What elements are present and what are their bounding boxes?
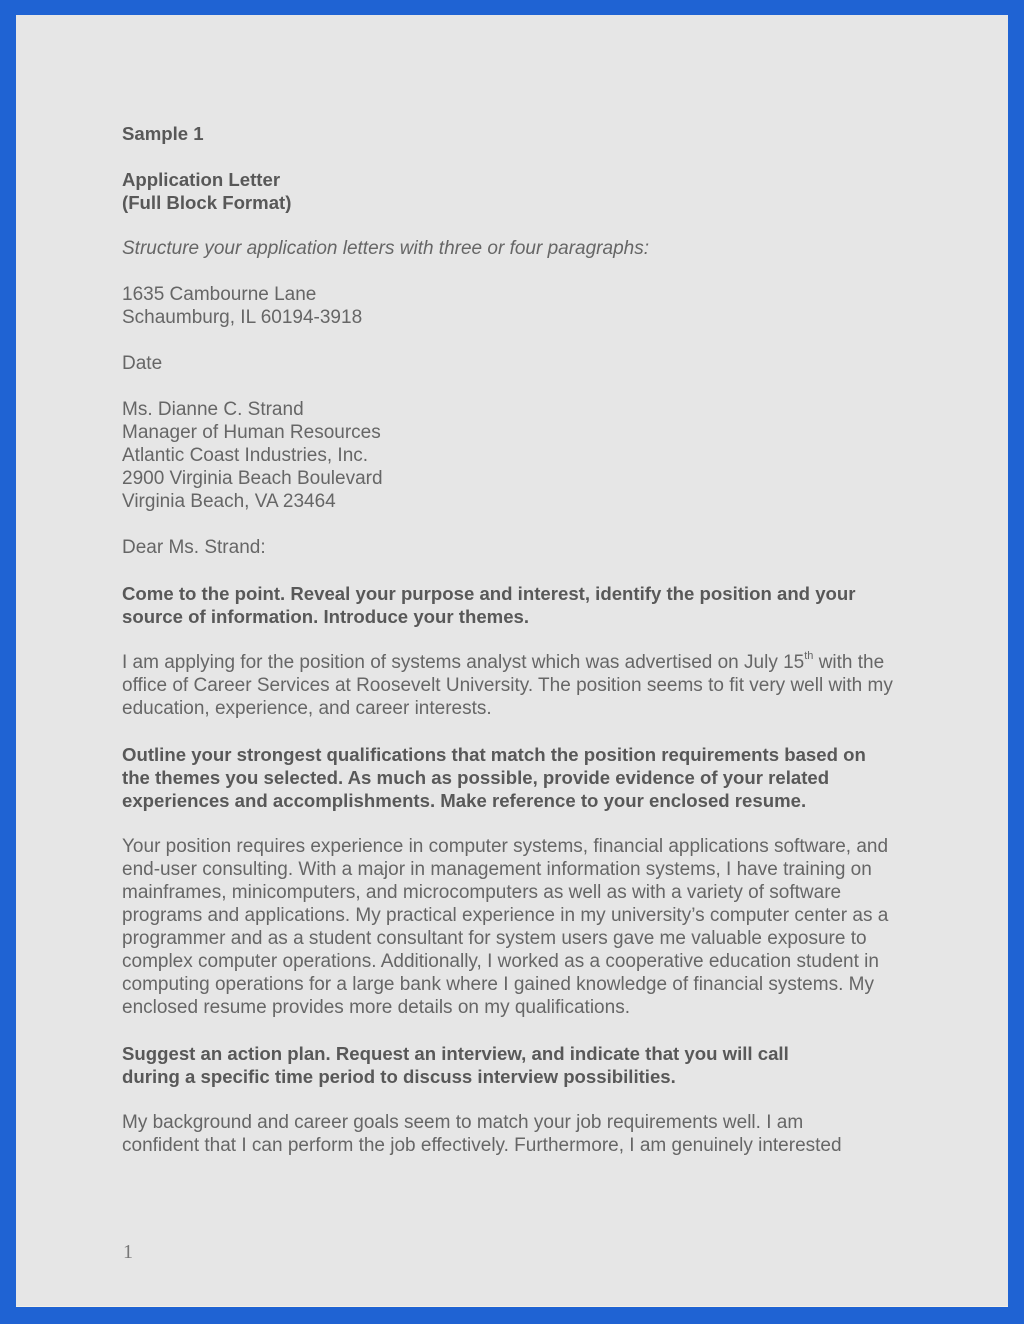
recipient-line: 2900 Virginia Beach Boulevard bbox=[122, 468, 383, 489]
paragraph-line: mainframes, minicomputers, and microcomputers as well as with a variety of software bbox=[122, 882, 842, 903]
tip-line: the themes you selected. As much as possible, provide evidence of your related bbox=[122, 767, 830, 788]
recipient-line: Atlantic Coast Industries, Inc. bbox=[122, 445, 369, 466]
letter-body bbox=[122, 122, 1002, 1157]
tip-line: during a specific time period to discuss interview possibilities. bbox=[122, 1066, 676, 1087]
recipient-line: Ms. Dianne C. Strand bbox=[122, 399, 304, 420]
recipient-line: Manager of Human Resources bbox=[122, 422, 381, 443]
sender-address-line: 1635 Cambourne Lane bbox=[122, 284, 317, 305]
paragraph-line: My background and career goals seem to match your job requirements well. I am bbox=[122, 1112, 804, 1133]
paragraph-line: office of Career Services at Roosevelt University. The position seems to fit very well with my bbox=[122, 675, 893, 696]
paragraph-line: Your position requires experience in computer systems, financial applications software, and bbox=[122, 836, 889, 857]
tip-line: source of information. Introduce your themes. bbox=[122, 606, 530, 627]
letter-subtitle: (Full Block Format) bbox=[122, 192, 292, 213]
paragraph-line bbox=[122, 651, 1002, 674]
paragraph-line: computing operations for a large bank where I gained knowledge of financial systems. My bbox=[122, 974, 874, 995]
document-page bbox=[16, 15, 1008, 1307]
tip-line: Suggest an action plan. Request an interview, and indicate that you will call bbox=[122, 1043, 789, 1064]
paragraph-line: programs and applications. My practical experience in my university’s computer center as a bbox=[122, 905, 889, 926]
paragraph-line: programmer and as a student consultant for system users gave me valuable exposure to bbox=[122, 928, 867, 949]
recipient-line: Virginia Beach, VA 23464 bbox=[122, 491, 336, 512]
tip-line: Come to the point. Reveal your purpose and interest, identify the position and your bbox=[122, 583, 856, 604]
paragraph-text: I am applying for the position of systems analyst which was advertised on July 15 bbox=[122, 652, 805, 673]
instruction-text: Structure your application letters with three or four paragraphs: bbox=[122, 238, 649, 259]
page-number: 1 bbox=[123, 1241, 133, 1263]
paragraph-line: education, experience, and career interests. bbox=[122, 698, 492, 719]
date-line: Date bbox=[122, 353, 163, 374]
letter-title: Application Letter bbox=[122, 169, 281, 190]
tip-line: Outline your strongest qualifications that match the position requirements based on bbox=[122, 744, 866, 765]
paragraph-text: with the bbox=[813, 652, 885, 673]
paragraph-line: confident that I can perform the job effectively. Furthermore, I am genuinely interested bbox=[122, 1135, 842, 1156]
paragraph-line: complex computer operations. Additionally, I worked as a cooperative education student in bbox=[122, 951, 879, 972]
salutation: Dear Ms. Strand: bbox=[122, 537, 266, 558]
paragraph-line: enclosed resume provides more details on my qualifications. bbox=[122, 997, 630, 1018]
paragraph-line: end-user consulting. With a major in management information systems, I have training on bbox=[122, 859, 872, 880]
tip-line: experiences and accomplishments. Make reference to your enclosed resume. bbox=[122, 790, 807, 811]
superscript: th bbox=[804, 650, 814, 662]
sender-address-line: Schaumburg, IL 60194-3918 bbox=[122, 307, 363, 328]
sample-label: Sample 1 bbox=[122, 123, 204, 144]
